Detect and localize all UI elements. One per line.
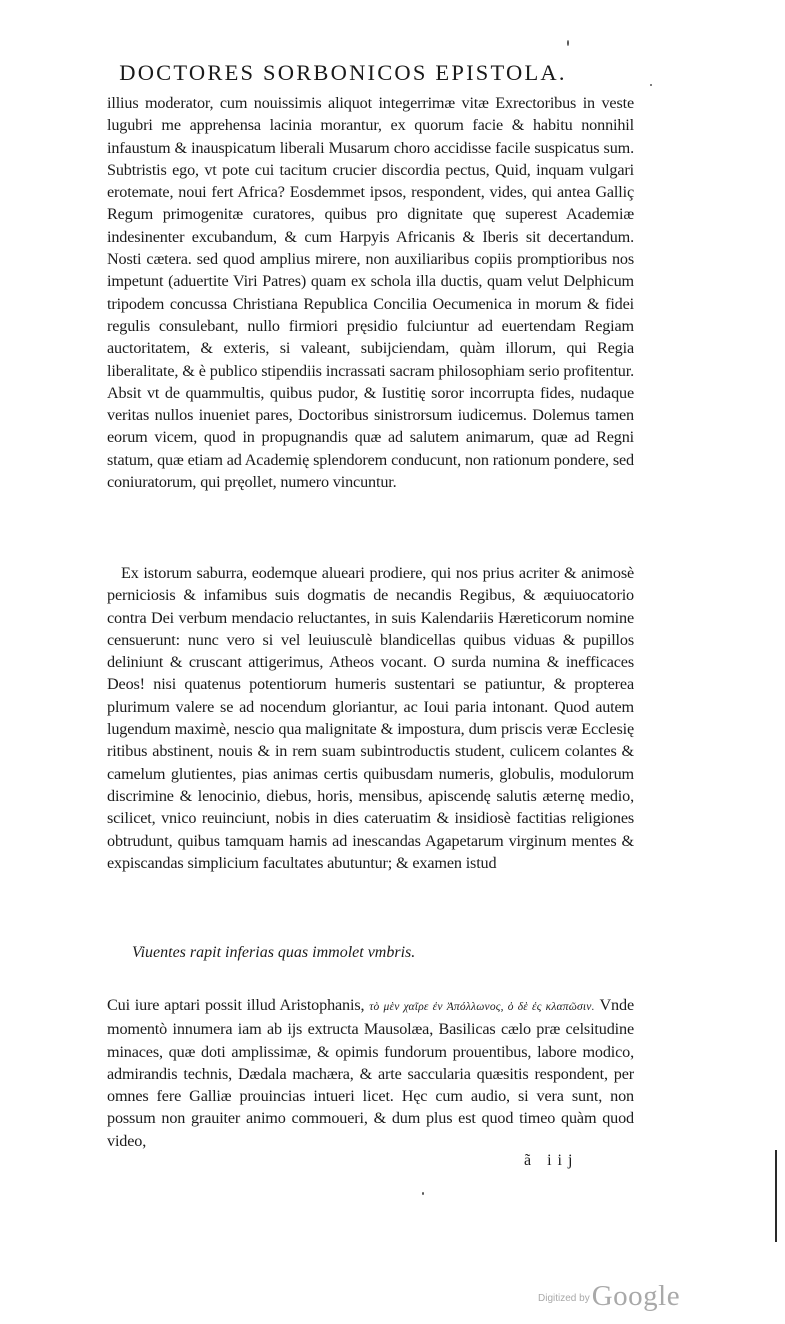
paragraph-2: Ex istorum saburra, eodemque alueari prodiere, qui nos prius acriter & animosè perniciosis & infamibus suis dogmatis de necandis Regibus, & æquiuocatorio contra Dei verbum mendacio reluctantes, in suis Kalendariis Hæreticorum nomine censuerunt: nunc vero si vel leuiusculè blandicellas quibus viduas & pupillos deliniunt & cruscant attigerimus, Atheos vocant. O surda numina & inefficaces Deos! nisi quatenus potentiorum humeris sustentari se patiuntur, & propterea plurimum valere se ad nocendum gloriantur, ac Ioui paria intonant. Quod autem lugendum maximè, nescio qua malignitate & impostura, dum priscis veræ Ecclesię ritibus abstinent, nouis & in rem suam subintroductis student, culicem colantes & camelum glutientes, pias animas certis quibusdam numeris, globulis, modulorum discrimine & lenocinio, diebus, horis, mensibus, apiscendę salutis æternę medio, scilicet, vnico reuinciunt, nobis in dies cateruatim & insidiosè factitias religiones obtrudunt, quibus tamquam hamis ad inescandas Agapetarum virginum mentes & expiscandas simplicium facultates abutuntur; & examen istud <box>107 564 634 872</box>
ink-speck <box>567 40 569 46</box>
signature-mark: ã iij <box>524 1152 579 1169</box>
paragraph-3-lead: Cui iure aptari possit illud Aristophanis, <box>107 996 365 1014</box>
main-text-block <box>107 92 634 914</box>
greek-quotation: τὸ μὲν χαῖρε ἐν Ἀπόλλωνος, ὁ δὲ ἐς κλαπῶσιν. <box>369 1001 595 1013</box>
paragraph-3 <box>107 994 634 1152</box>
ink-speck <box>422 1192 424 1195</box>
google-logo: Google <box>591 1280 681 1312</box>
running-head: DOCTORES SORBONICOS EPISTOLA. <box>119 60 567 85</box>
ink-speck <box>650 84 652 86</box>
paragraph-3-rest: Vnde momentò innumera iam ab ijs extructa Mausolæa, Basilicas cælo præ celsitudine minaces, quæ doti amplissimæ, & opimis fundorum prouentibus, labore modico, admirandis technis, Dædala machæra, & arte saccularia quæsitis respondent, per omnes fere Galliæ prouincias intueri licet. Hęc cum audio, si vera sunt, non possum non grauiter animo commoueri, & dum plus est quod timeo quàm quod video, <box>107 996 634 1150</box>
paragraph-1: illius moderator, cum nouissimis aliquot integerrimæ vitæ Exrectoribus in veste lugubri me apprehensa lacinia morantur, ex quorum facie & habitu nonnihil infaustum & inauspicatum liberali Musarum choro accidisse facile suspicatus sum. Subtristis ego, vt pote cui tacitum crucier discordia pectus, Quid, inquam vulgari erotemate, noui fert Africa? Eosdemmet ipsos, respondent, vides, qui antea Galliç Regum primogenitæ curatores, quibus pro dignitate quę superest Academiæ indesinenter excubandum, & cum Harpyis Africanis & Iberis sit decertandum. Nosti cætera. sed quod amplius mirere, non auxiliaribus copiis promptioribus nos impetunt (aduertite Viri Patres) quam ex schola illa ductis, quam velut Delphicum tripodem concussa Christiana Republica Concilia Oecumenica in morum & fidei regulis consulebant, nullo firmiori pręsidio fulciuntur ad euertendam Regiam auctoritatem, & exteris, si valeant, subijciendam, quàm illorum, qui Regia liberalitate, & è publico stipendiis incrassati sacram philosophiam serio profitentur. Absit vt de quammultis, quibus pudor, & Iustitię soror incorrupta fides, nudaque veritas nullos inueniet pares, Doctoribus sinistrorsum iudicemus. Dolemus tamen eorum vicem, quod in propugnandis quæ ad salutem animarum, quæ ad Regni statum, quæ etiam ad Academię splendorem conducunt, non rationum pondere, sed coniuratorum, qui pręollet, numero vincuntur. <box>107 94 634 492</box>
page-edge-line <box>775 1150 777 1242</box>
digitized-watermark <box>538 1280 680 1313</box>
verse-quotation: Viuentes rapit inferias quas immolet vmbris. <box>132 944 416 961</box>
watermark-prefix: Digitized by <box>538 1293 590 1304</box>
